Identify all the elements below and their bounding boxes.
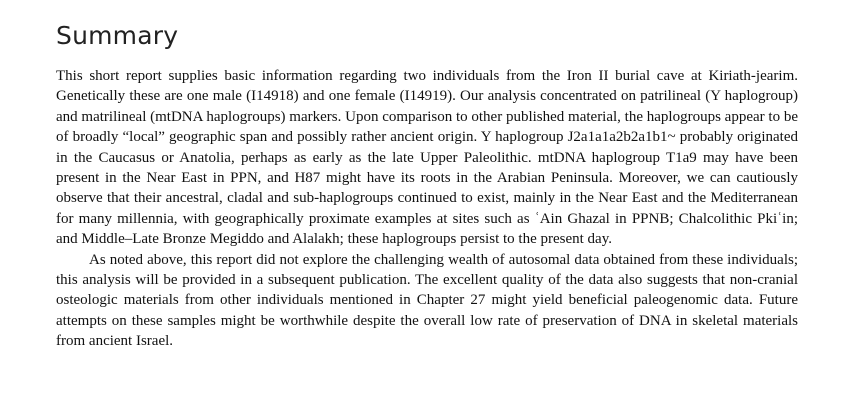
summary-paragraph-2: As noted above, this report did not explore the challenging wealth of autosomal data obtained from these individuals; this analysis will be provided in a subsequent publication. The excellent quality of the data also suggests that non-cranial osteologic materials from other individuals mentioned in Chapter 27 might yield beneficial paleogenomic data. Future attempts on these samples might be worthwhile despite the overall low rate of preservation of DNA in skeletal materials from ancient Israel. (56, 251, 798, 350)
document-page (56, 20, 798, 352)
section-heading: Summary (56, 21, 179, 50)
summary-paragraph-1: This short report supplies basic information regarding two individuals from the Iron II burial cave at Kiriath-jearim. Genetically these are one male (I14918) and one female (I14919). Our analysis concentrated on patrilineal (Y haplogroup) and matrilineal (mtDNA haplogroups) markers. Upon comparison to other published material, the haplogroups appear to be of broadly “local” geographic span and possibly rather ancient origin. Y haplogroup J2a1a1a2b2a1b1~ probably originated in the Caucasus or Anatolia, perhaps as early as the late Upper Paleolithic. mtDNA haplogroup T1a9 may have been present in the Near East in PPN, and H87 might have its roots in the Arabian Peninsula. Moreover, we can cautiously observe that their ancestral, cladal and sub-haplogroups continued to exist, mainly in the Near East and the Mediterranean for many millennia, with geographically proximate examples at sites such as ʿAin Ghazal in PPNB; Chalcolithic Pkiʿin; and Middle–Late Bronze Megiddo and Alalakh; these haplogroups persist to the present day. (56, 68, 798, 248)
